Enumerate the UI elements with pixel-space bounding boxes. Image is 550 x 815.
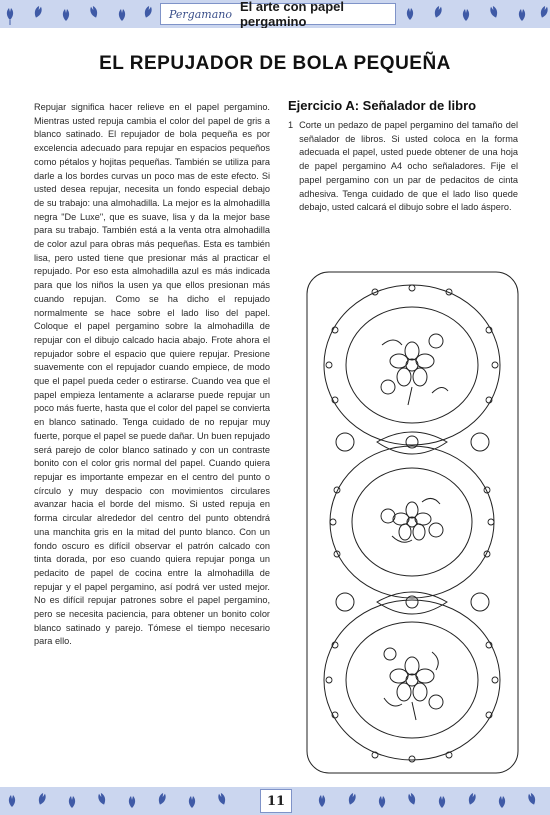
page-number: 11	[260, 789, 292, 813]
exercise-step	[288, 119, 518, 215]
body-text: Repujar significa hacer relieve en el papel pergamino. Mientras usted repuja cambia el color del papel de gris a blanco satinado. El repujador de bola pequeña es por excelencia adecuado para repujar en espacios pequeños como pétalos y hojitas pequeñas. También se utiliza para darle a los bordes curvas un poco mas de este efecto. Si usted desea repujar, necesita un fondo especial debajo de su trabajo: una almohadilla. La mejor es la almohadilla negra "De Luxe", que es suave, lisa y da la mejor base para su trabajo. También está a la venta otra almohadilla de color azul para obras más pequeñas. Esta es también lisa, pero usted tiene que presionar más al practicar el repujado. Por eso esta almohadilla azul es más indicada para que los niños la usen ya que ellos presionan más cuando repujan. Como se ha dicho el repujado normalmente se hace sobre el lado liso del papel. Coloque el papel pergamino sobre la almohadilla de repujar con el dibujo calcado hacia abajo. Frote ahora el repujador sobre el espacio que quiere repujar. Presione suavemente con el repujador cuando empiece, de modo que el papel pueda ceder o estirarse. Cuando vea que el papel empieza lentamente a aclararse puede repujar un poco más fuerte, hasta que el color del papel se convierta en blanco satinado. Tenga cuidado de no repujar muy fuerte, porque el papel se puede dañar. Un buen repujado será parejo de color blanco satinado y con un contraste bonito con el color gris normal del papel. Cuando quiera repujar es importante empezar en el centro del punto o círculo y muy despacio con movimientos circulares avanzar hacia el borde del mismo. Si usted repuja en forma circular alrededor del centro del punto obtendrá una manchita gris en la mitad del punto blanco. Con un fondo oscuro es difícil observar el patrón calcado con tinta dorada, por eso cuando quiera repujar ponga un pedacito de papel de cocina entre la almohadilla de repujar y el papel pergamino, así podrá ver usted mejor. No es difícil repujar patrones sobre el papel pergamino, pero se necesita paciencia, para obtener un bonito color blanco satinado y parejo. Tómese el tiempo necesario para ello.	[34, 102, 270, 647]
page-title: EL REPUJADOR DE BOLA PEQUEÑA	[99, 53, 451, 74]
header-title: El arte con papel pergamino	[239, 0, 345, 28]
header-title-box	[160, 0, 396, 28]
exercise-title: Ejercicio A: Señalador de libro	[288, 98, 477, 113]
brand-logo: Pergamano	[169, 7, 232, 21]
exercise-step-text: Corte un pedazo de papel pergamino del tamaño del señalador de libros. Si usted coloca en la forma adecuada el papel, usted puede obtener de una hoja de papel pergamino A4 ocho señaladores. Fije el papel pergamino con un par de pedacitos de cinta adhesiva. Tenga cuidado de que el lado liso quede debajo, usted calcará el dibujo sobre el lado áspero.	[299, 120, 518, 213]
exercise-step-number: 1	[288, 120, 294, 130]
top-decorative-band	[0, 0, 550, 28]
floral-bookmark-pattern-icon	[305, 270, 520, 775]
